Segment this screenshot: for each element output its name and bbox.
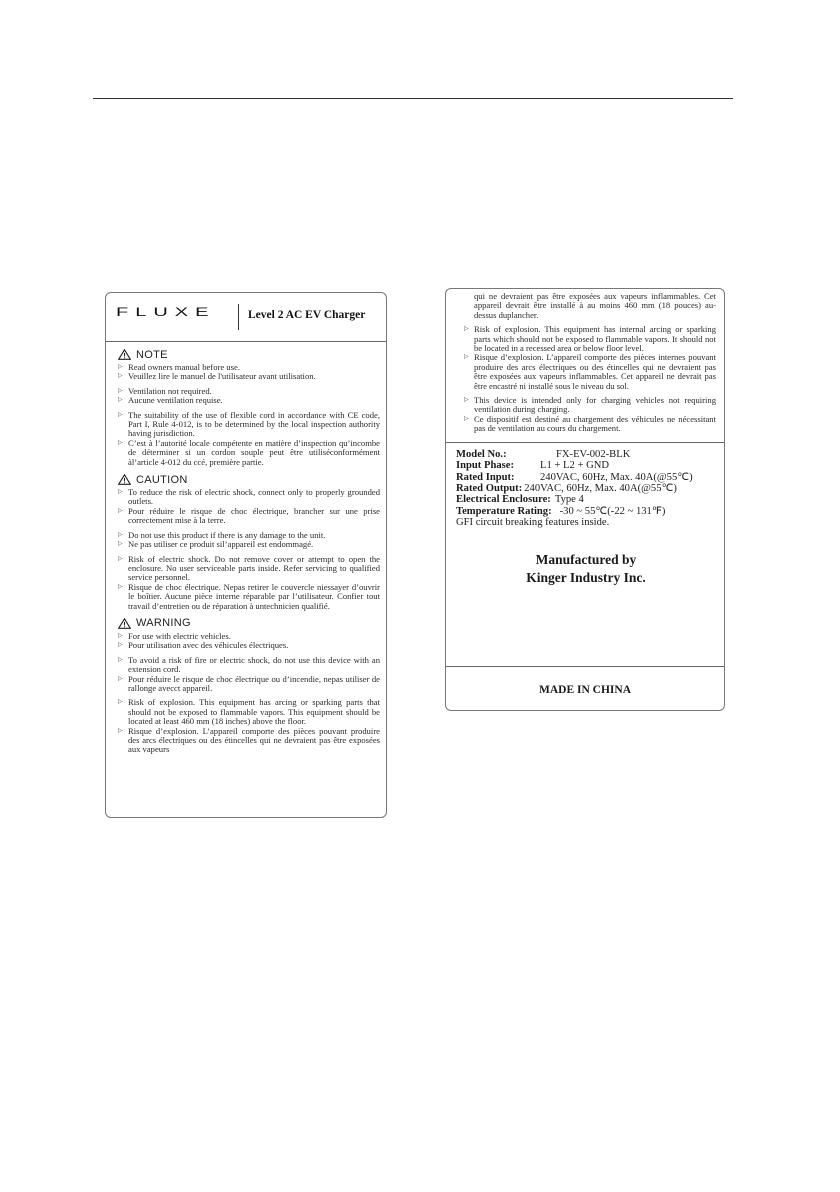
spec-table: [446, 443, 724, 587]
list-item: ▷ Risk of electric shock. Do not remove cover or attempt to open the enclosure. No user serviceable parts inside. Refer servicing to qualified service personnel.: [118, 553, 380, 583]
manufacturer-name: Kinger Industry Inc.: [526, 569, 646, 585]
spec-row-output: [456, 483, 716, 494]
spec-value: L1 + L2 + GND: [540, 460, 610, 472]
spec-row-model: [456, 449, 716, 460]
spec-value: Type 4: [554, 494, 584, 506]
list-item: ▷ Risk of explosion. This equipment has arcing or sparking parts that should not be exposed to flammable vapors. This equipment should be located at least 460 mm (18 inches) above the floor.: [118, 697, 380, 727]
spec-row-input: [456, 472, 716, 483]
list-item: ▷ Do not use this product if there is any damage to the unit.: [118, 529, 326, 540]
manufacturer-line: Manufactured by: [535, 551, 637, 567]
arrow-bullet-icon: ▷: [118, 411, 123, 418]
note-heading: [118, 348, 380, 361]
list-item: ▷ Risk of explosion. This equipment has internal arcing or sparking parts which should not be exposed to flammable vapors. It should not be located in a recessed area or below floor level.: [464, 324, 716, 354]
arrow-bullet-icon: ▷: [464, 326, 469, 333]
list-item: ▷ Pour utilisation avec des véhicules électriques.: [118, 640, 289, 651]
warning-heading-text: WARNING: [136, 617, 191, 630]
spec-value: -30 ~ 55℃(-22 ~ 131℉): [559, 505, 666, 517]
spec-label: Electrical Enclosure:: [456, 494, 551, 506]
arrow-bullet-icon: ▷: [118, 583, 123, 590]
list-item: ▷ To reduce the risk of electric shock, connect only to properly grounded outlets.: [118, 487, 380, 507]
spec-label: Rated Output:: [456, 482, 523, 494]
warning-triangle-icon: [118, 618, 131, 629]
caution-section: [106, 473, 386, 611]
list-item: ▷ The suitability of the use of flexible cord in accordance with CE code, Part I, Rule 4-012, is to be determined by the local inspection authority having jurisdiction.: [118, 409, 380, 439]
spec-label: Model No.:: [456, 448, 507, 460]
list-item: ▷ C’est à l’autorité locale compétente en matière d’inspection qu’incombe de déterminer si un cordon souple peut être utiliséconformément àl’article 4-012 du ccé, première partie.: [118, 437, 380, 467]
country-of-origin: MADE IN CHINA: [539, 684, 631, 696]
arrow-bullet-icon: ▷: [118, 642, 123, 649]
list-item: ▷ Risque d’explosion. L’appareil comporte des pièces pouvant produire des arcs électriques ou des étincelles qui ne devraient pas être exposées aux vapeurs: [118, 725, 380, 755]
arrow-bullet-icon: ▷: [118, 373, 123, 380]
spec-value: 240VAC, 60Hz, Max. 40A(@55℃): [524, 482, 677, 494]
gfi-notice: GFI circuit breaking features inside.: [456, 517, 610, 529]
continued-warnings: [446, 289, 724, 434]
caution-heading-text: CAUTION: [136, 473, 188, 486]
spec-label: Rated Input:: [456, 471, 515, 483]
list-item: ▷ Risque d’explosion. L’appareil comporte des pièces internes pouvant produire des arcs électriques ou des étincelles qui ne devraient pas être exposées aux vapeurs inflammables. Cet appareil ne devrait pas être encastré ni installé sous le niveau du sol.: [464, 352, 716, 391]
arrow-bullet-icon: ▷: [118, 439, 123, 446]
continued-text: qui ne devraient pas être exposées aux vapeurs inflammables. Cet appareil devrait être installé à au moins 460 mm (18 pouces) au-dessus duplancher.: [474, 291, 716, 320]
spec-label: Input Phase:: [456, 460, 514, 472]
list-item: ▷ To avoid a risk of fire or electric shock, do not use this device with an extension cord.: [118, 654, 380, 675]
spec-row-temperature: [456, 506, 716, 517]
caution-heading: [118, 473, 380, 486]
arrow-bullet-icon: ▷: [464, 415, 469, 422]
list-item: ▷ Pour réduire le risque de choc électrique ou d’incendie, nepas utiliser de rallonge avecct appareil.: [118, 673, 380, 693]
arrow-bullet-icon: ▷: [118, 364, 123, 370]
page-header-rule: [93, 98, 733, 99]
warning-section: [106, 617, 386, 755]
list-item: ▷ Pour réduire le risque de choc électrique, brancher sur une prise correctement mise à la terre.: [118, 505, 380, 526]
header-divider: [238, 304, 239, 330]
arrow-bullet-icon: ▷: [118, 541, 123, 548]
spec-value: 240VAC, 60Hz, Max. 40A(@55℃): [540, 471, 693, 483]
spec-value: FX-EV-002-BLK: [556, 448, 631, 460]
note-heading-text: NOTE: [136, 348, 168, 361]
note-section: [106, 348, 386, 467]
arrow-bullet-icon: ▷: [118, 656, 123, 663]
spec-row-enclosure: [456, 494, 716, 505]
arrow-bullet-icon: ▷: [118, 555, 123, 562]
list-item: ▷ Read owners manual before use.: [118, 362, 240, 372]
list-item: ▷ Veuillez lire le manuel de l'utilisateur avant utilisation.: [118, 371, 316, 382]
warning-triangle-icon: [118, 349, 131, 360]
list-item: ▷ Ne pas utiliser ce produit sil’appareil est endommagé.: [118, 539, 314, 550]
arrow-bullet-icon: ▷: [118, 387, 123, 394]
label-header: [106, 293, 386, 342]
product-title: Level 2 AC EV Charger: [248, 309, 366, 321]
list-item: ▷ For use with electric vehicles.: [118, 630, 231, 641]
arrow-bullet-icon: ▷: [118, 699, 123, 706]
arrow-bullet-icon: ▷: [464, 354, 469, 361]
arrow-bullet-icon: ▷: [118, 727, 123, 734]
warning-triangle-icon: [118, 474, 131, 485]
list-item: ▷ Risque de choc électrique. Nepas retirer le couvercle niessayer d’ouvrir le boîtier. Aucune pièce interne réparable par l’utilisateur. Confier tout travail d’entretien ou de réparation à untechnicien qualifié.: [118, 581, 380, 611]
warning-label-left: [105, 292, 387, 818]
warning-label-right: [445, 288, 725, 711]
arrow-bullet-icon: ▷: [118, 397, 123, 404]
spec-label: Temperature Rating:: [456, 505, 552, 517]
list-item: ▷ This device is intended only for charging vehicles not requiring ventilation during charging.: [464, 395, 716, 415]
list-item: ▷ Ce dispositif est destiné au chargement des véhicules ne nécessitant pas de ventilation au cours du chargement.: [464, 413, 716, 434]
spec-row-phase: [456, 460, 716, 471]
warning-heading: [118, 617, 380, 630]
arrow-bullet-icon: ▷: [118, 531, 123, 538]
list-item: ▷ Ventilation not required.: [118, 385, 212, 396]
arrow-bullet-icon: ▷: [118, 489, 123, 496]
list-item: ▷ Aucune ventilation requise.: [118, 395, 223, 406]
brand-logo: FLUXE: [116, 305, 216, 320]
arrow-bullet-icon: ▷: [118, 632, 123, 639]
arrow-bullet-icon: ▷: [118, 675, 123, 682]
origin-section: [446, 666, 724, 696]
arrow-bullet-icon: ▷: [118, 507, 123, 514]
arrow-bullet-icon: ▷: [464, 397, 469, 404]
manufacturer-block: [456, 551, 716, 587]
